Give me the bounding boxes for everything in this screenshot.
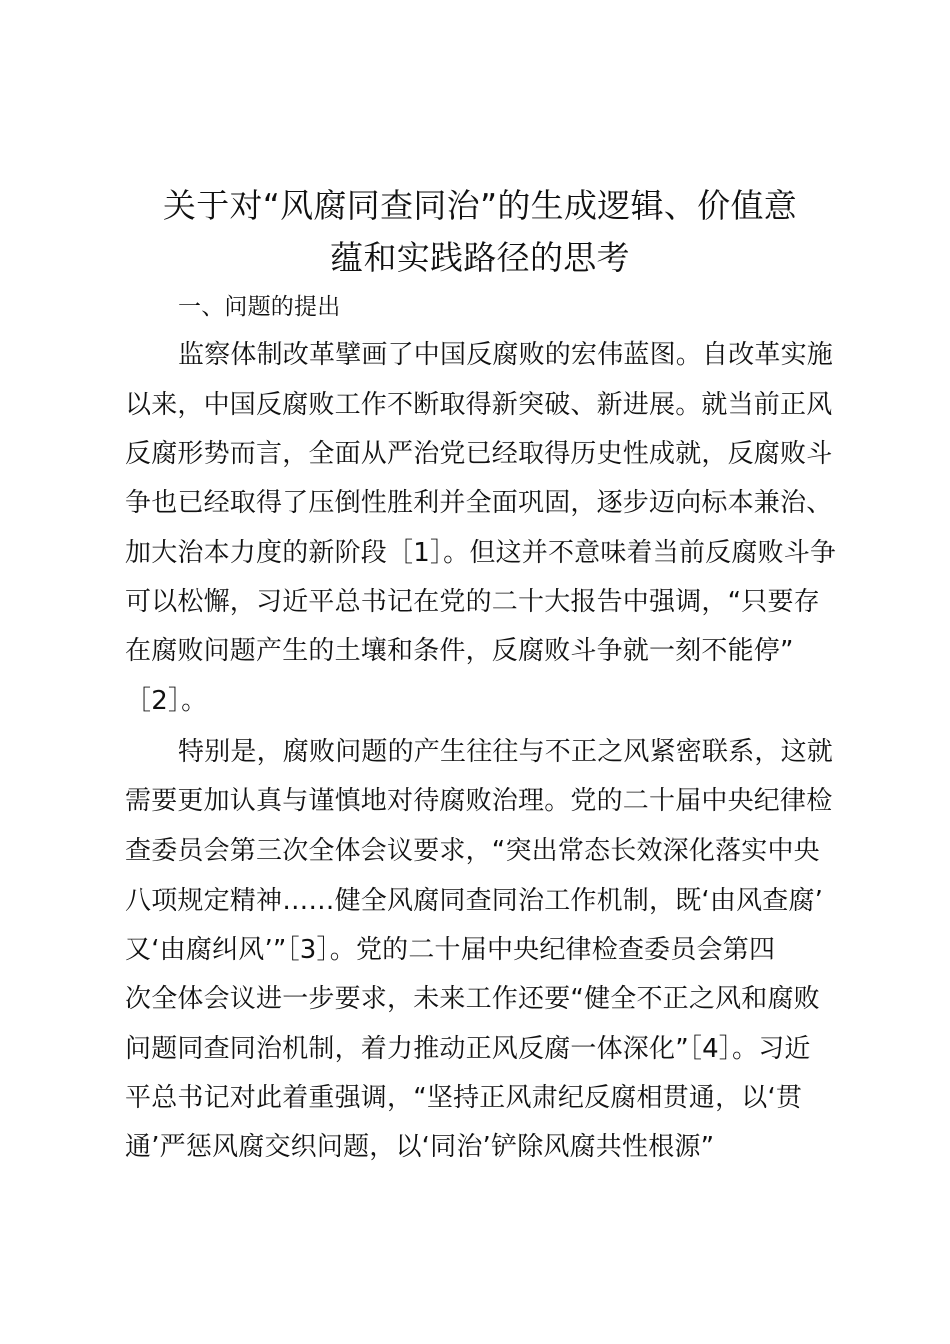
paragraph-2-line-8: 平总书记对此着重强调，“坚持正风肃纪反腐相贯通，以‘贯: [125, 1083, 803, 1113]
paragraph-2-line-3: 查委员会第三次全体会议要求，“突出常态长效深化落实中央: [125, 836, 820, 866]
paragraph-2-line-2: 需要更加认真与谨慎地对待腐败治理。党的二十届中央纪律检: [125, 786, 833, 816]
paragraph-1-line-5: 加大治本力度的新阶段［1］。但这并不意味着当前反腐败斗争: [125, 538, 837, 568]
paragraph-2-line-1: 特别是，腐败问题的产生往往与不正之风紧密联系，这就: [178, 737, 834, 767]
document-title-line-1: 关于对“风腐同查同治”的生成逻辑、价值意: [162, 186, 798, 225]
paragraph-2-line-6: 次全体会议进一步要求，未来工作还要“健全不正之风和腐败: [125, 984, 820, 1014]
paragraph-1-line-6: 可以松懈，习近平总书记在党的二十大报告中强调，“只要存: [125, 587, 820, 617]
paragraph-1-line-2: 以来，中国反腐败工作不断取得新突破、新进展。就当前正风: [125, 390, 833, 420]
paragraph-1-line-1: 监察体制改革擘画了中国反腐败的宏伟蓝图。自改革实施: [178, 340, 834, 370]
paragraph-2-line-7: 问题同查同治机制，着力推动正风反腐一体深化”［4］。习近: [125, 1034, 811, 1064]
paragraph-1-line-8: ［2］。: [125, 686, 208, 716]
section-heading: 一、问题的提出: [178, 294, 341, 320]
paragraph-1-line-3: 反腐形势而言，全面从严治党已经取得历史性成就，反腐败斗: [125, 439, 833, 469]
document-title-line-2: 蕴和实践路径的思考: [330, 238, 630, 277]
paragraph-2-line-5: 又‘由腐纠风’”［3］。党的二十届中央纪律检查委员会第四: [125, 935, 776, 965]
paragraph-2-line-4: 八项规定精神……健全风腐同查同治工作机制，既‘由风查腐’: [125, 886, 824, 916]
paragraph-2-line-9: 通’严惩风腐交织问题，以‘同治’铲除风腐共性根源”: [125, 1132, 715, 1162]
paragraph-1-line-7: 在腐败问题产生的土壤和条件，反腐败斗争就一刻不能停”: [125, 636, 794, 666]
paragraph-1-line-4: 争也已经取得了压倒性胜利并全面巩固，逐步迈向标本兼治、: [125, 488, 833, 518]
